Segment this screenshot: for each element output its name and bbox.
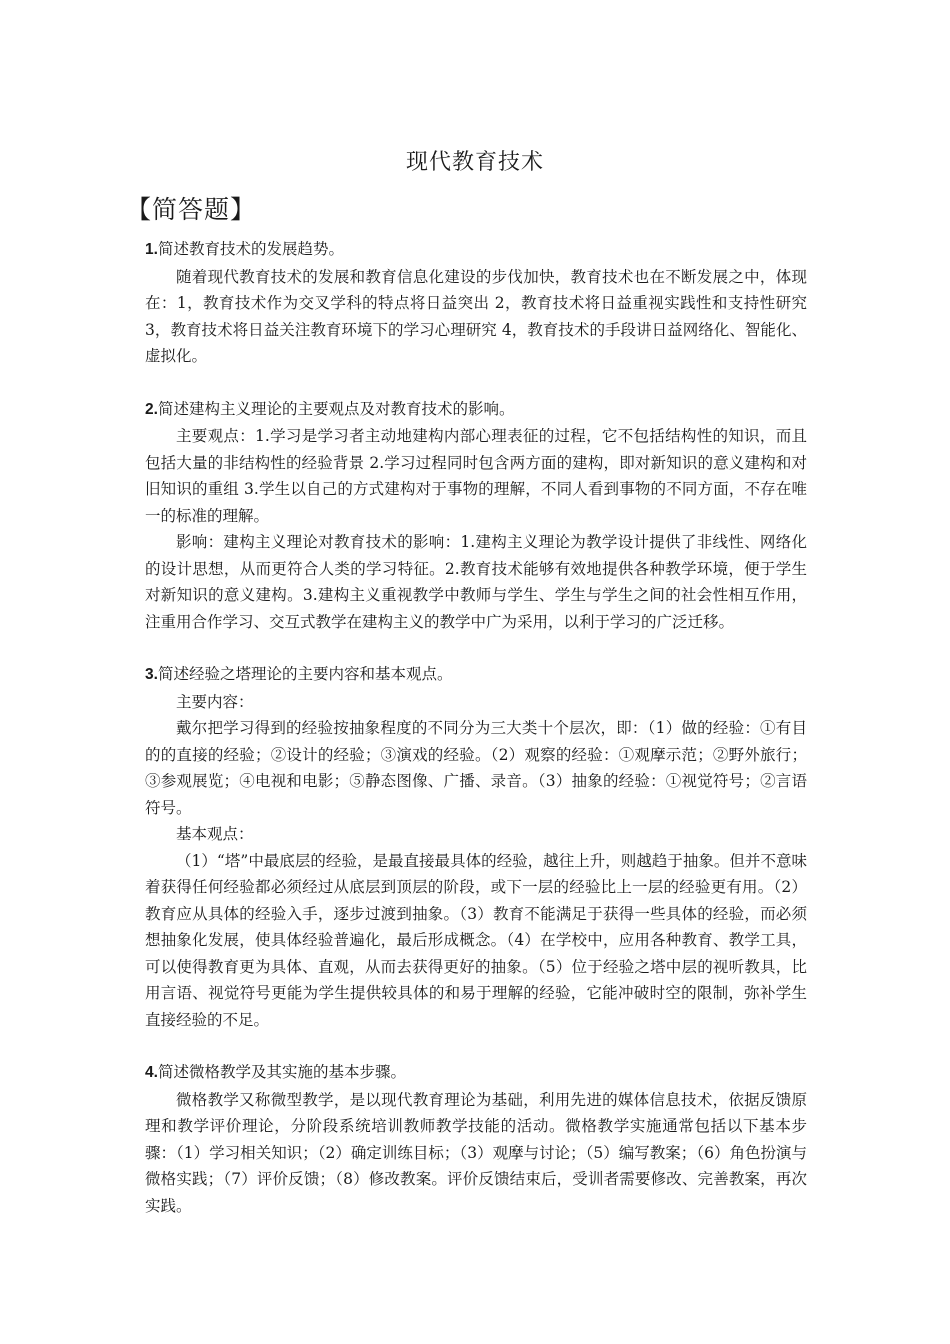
page-title: 现代教育技术 — [405, 150, 544, 175]
answer-paragraph: 主要内容： — [176, 692, 254, 711]
question-heading — [145, 661, 807, 689]
question-heading — [145, 1059, 807, 1087]
answer-paragraph: 微格教学又称微型教学，是以现代教育理论为基础，利用先进的媒体信息技术，依据反馈原理和教学评价理论，分阶段系统培训教师教学技能的活动。微格教学实施通常包括以下基本步骤：（1）学习相关知识；（2）确定训练目标；（3）观摩与讨论；（5）编写教案；（6）角色扮演与微格实践；（7）评价反馈；（8）修改教案。评价反馈结束后，受训者需要修改、完善教案，再次实践。 — [145, 1090, 807, 1215]
answer-paragraph: （1）“塔”中最底层的经验，是最直接最具体的经验，越往上升，则越趋于抽象。但并不意味着获得任何经验都必须经过从底层到顶层的阶段，或下一层的经验比上一层的经验更有用。（2）教育应从具体的经验入手，逐步过渡到抽象。（3）教育不能满足于获得一些具体的经验，而必须想抽象化发展，使具体经验普遍化，最后形成概念。（4）在学校中，应用各种教育、教学工具，可以使得教育更为具体、直观，从而去获得更好的抽象。（5）位于经验之塔中层的视听教具，比用言语、视觉符号更能为学生提供较具体的和易于理解的经验，它能冲破时空的限制，弥补学生直接经验的不足。 — [145, 851, 807, 1029]
answer-paragraph: 随着现代教育技术的发展和教育信息化建设的步伐加快，教育技术也在不断发展之中，体现在：1，教育技术作为交叉学科的特点将日益突出 2，教育技术将日益重视实践性和支持性研究 3，教育技术将日益关注教育环境下的学习心理研究 4，教育技术的手段讲日益网络化、智能化、虚拟化。 — [145, 267, 807, 365]
question-block — [145, 1059, 807, 1219]
answer-paragraph: 主要观点：1.学习是学习者主动地建构内部心理表征的过程，它不包括结构性的知识，而且包括大量的非结构性的经验背景 2.学习过程同时包含两方面的建构，即对新知识的意义建构和对旧知识的重组 3.学生以自己的方式建构对于事物的理解，不同人看到事物的不同方面，不存在唯一的标准的理解。 — [145, 427, 807, 525]
question-heading — [145, 396, 807, 424]
question-text: 简述教育技术的发展趋势。 — [157, 240, 344, 258]
question-number: 1. — [145, 241, 158, 258]
question-text: 简述微格教学及其实施的基本步骤。 — [157, 1063, 406, 1081]
question-number: 2. — [145, 400, 158, 418]
question-text: 简述经验之塔理论的主要内容和基本观点。 — [157, 665, 453, 683]
question-number: 3. — [145, 666, 158, 683]
document-body — [145, 236, 807, 1219]
question-block — [145, 396, 807, 636]
question-block — [145, 236, 807, 370]
answer-paragraph: 影响：建构主义理论对教育技术的影响：1.建构主义理论为教学设计提供了非线性、网络化的设计思想，从而更符合人类的学习特征。2.教育技术能够有效地提供各种教学环境，便于学生对新知识的意义建构。3.建构主义重视教学中教师与学生、学生与学生之间的社会性相互作用，注重用合作学习、交互式教学在建构主义的教学中广为采用，以利于学习的广泛迁移。 — [145, 533, 807, 631]
question-number: 4. — [145, 1064, 158, 1081]
question-text: 简述建构主义理论的主要观点及对教育技术的影响。 — [157, 399, 515, 418]
section-heading: 【简答题】 — [126, 195, 257, 224]
question-block — [145, 661, 807, 1033]
answer-paragraph: 戴尔把学习得到的经验按抽象程度的不同分为三大类十个层次，即：（1）做的经验：①有目的的直接的经验；②设计的经验；③演戏的经验。（2）观察的经验：①观摩示范；②野外旅行；③参观展览；④电视和电影；⑤静态图像、广播、录音。（3）抽象的经验：①视觉符号；②言语符号。 — [145, 719, 807, 817]
question-heading — [145, 236, 807, 264]
answer-paragraph: 基本观点： — [176, 825, 254, 843]
